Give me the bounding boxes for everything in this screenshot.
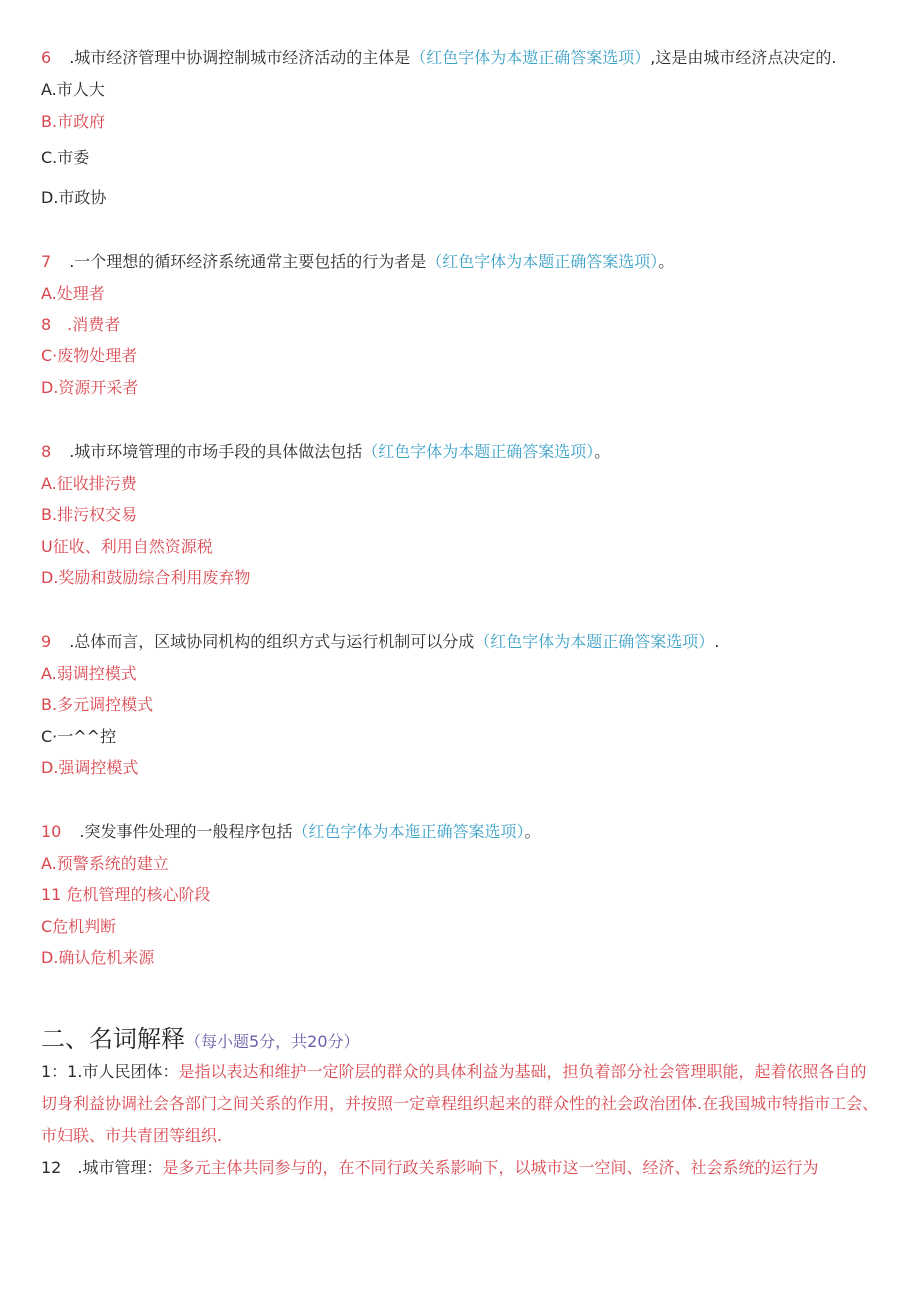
option-correct: C·废物处理者 [41, 346, 138, 365]
option: C.市委 [41, 148, 90, 167]
option-correct: D.确认危机来源 [41, 948, 155, 967]
question-6-stem [41, 48, 836, 68]
question-number: 10 [41, 822, 62, 841]
term-body: 是多元主体共同参与的，在不同行政关系影响下，以城市这一空间、经济、社会系统的运行为 [162, 1158, 819, 1177]
option-correct: B.多元调控模式 [41, 695, 154, 714]
question-8-stem [41, 442, 610, 462]
option: D.市政协 [41, 188, 107, 207]
question-text: .突发事件处理的一般程序包括 [79, 822, 293, 841]
question-7-stem [41, 252, 674, 272]
option-correct: A.预警系统的建立 [41, 854, 169, 873]
question-text: .一个理想的循环经济系统通常主要包括的行为者是 [69, 252, 427, 271]
option-correct: B.市政府 [41, 112, 106, 131]
question-number: 8 [41, 442, 52, 461]
option-correct: D.强调控模式 [41, 758, 139, 777]
answer-hint: （红色字体为本遨正确答案选项） [410, 48, 651, 67]
question-number: 6 [41, 48, 52, 67]
option-correct: A.处理者 [41, 284, 105, 303]
answer-hint: （红色字体为本迤正确答案选项） [292, 822, 525, 841]
option-correct: 11 危机管理的核心阶段 [41, 885, 211, 904]
option-correct: A.征收排污费 [41, 474, 137, 493]
answer-hint: （红色字体为本题正确答案选项） [426, 252, 659, 271]
section-note: （每小题5分，共20分） [185, 1032, 360, 1051]
option-correct: 8 .消费者 [41, 315, 121, 334]
term-label: 1：1.市人民团体： [41, 1062, 179, 1081]
answer-hint: （红色字体为本题正确答案选项） [362, 442, 595, 461]
option-correct: C危机判断 [41, 917, 117, 936]
question-text-tail: 。 [524, 822, 541, 841]
option: A.市人大 [41, 80, 105, 99]
option-correct: A.弱调控模式 [41, 664, 137, 683]
option-correct: D.奖励和鼓励综合利用废弃物 [41, 568, 251, 587]
question-number: 7 [41, 252, 52, 271]
section-heading [41, 1024, 360, 1057]
option-correct: D.资源开采者 [41, 378, 139, 397]
question-text-tail: 。 [594, 442, 611, 461]
question-text-tail: 。 [658, 252, 675, 271]
term-definition-1 [41, 1056, 881, 1152]
answer-hint: （红色字体为本题正确答案选项） [474, 632, 715, 651]
section-title: 二、名词解释 [41, 1025, 185, 1053]
question-text: .总体而言，区域协同机构的组织方式与运行机制可以分成 [69, 632, 475, 651]
question-10-stem [41, 822, 540, 842]
question-number: 9 [41, 632, 52, 651]
question-text: .城市环境管理的市场手段的具体做法包括 [69, 442, 363, 461]
term-body: 是指以表达和维护一定阶层的群众的具体利益为基础，担负着部分社会管理职能，起着依照各自的切身利益协调社会各部门之间关系的作用，并按照一定章程组织起来的群众性的社会政治团体.在我国城市特指市工会、市妇联、市共青团等组织. [41, 1062, 879, 1145]
option-correct: U征收、利用自然资源税 [41, 537, 213, 556]
question-text-tail: . [714, 632, 720, 651]
question-text-tail: ,这是由城市经济点决定的. [650, 48, 837, 67]
term-definition-2 [41, 1152, 881, 1184]
question-text: .城市经济管理中协调控制城市经济活动的主体是 [69, 48, 411, 67]
option: C·一^^控 [41, 727, 117, 746]
term-label: 12 .城市管理： [41, 1158, 163, 1177]
option-correct: B.排污权交易 [41, 505, 138, 524]
question-9-stem [41, 632, 719, 652]
